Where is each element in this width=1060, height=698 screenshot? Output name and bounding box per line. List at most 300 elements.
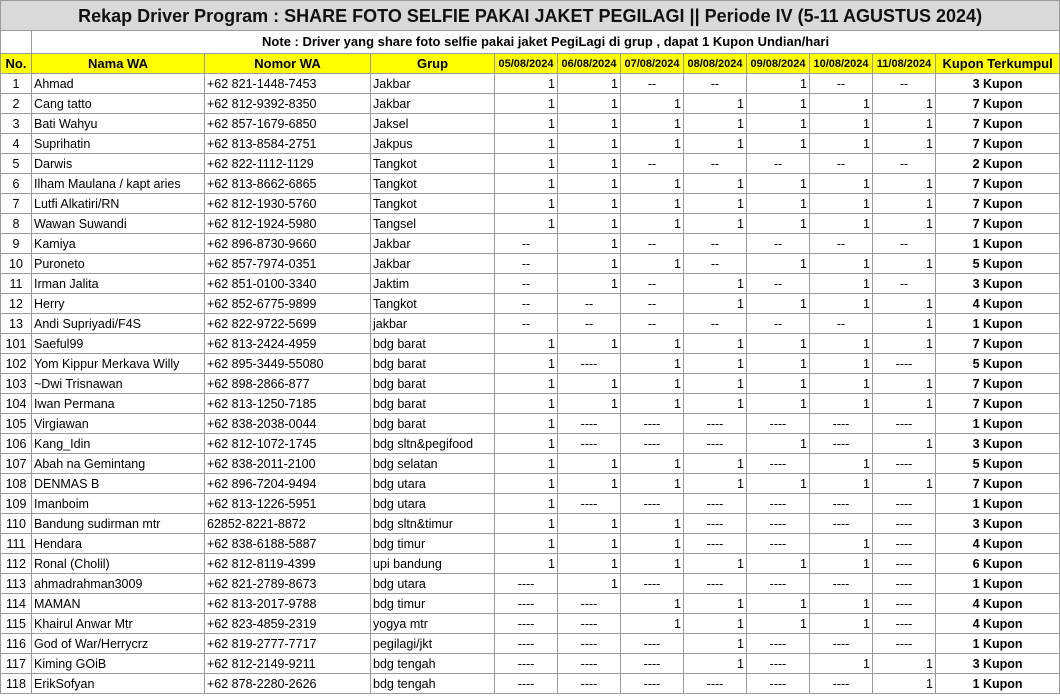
cell-grup[interactable]: Tangsel	[371, 214, 495, 234]
cell-grup[interactable]: Tangkot	[371, 154, 495, 174]
cell-day-5[interactable]: --	[747, 274, 810, 294]
cell-nama[interactable]: Andi Supriyadi/F4S	[32, 314, 205, 334]
cell-kupon[interactable]: 7 Kupon	[936, 394, 1060, 414]
cell-nomor[interactable]: +62 813-8584-2751	[205, 134, 371, 154]
cell-day-1[interactable]: 1	[495, 514, 558, 534]
cell-day-1[interactable]: ----	[495, 674, 558, 694]
cell-day-5[interactable]: ----	[747, 654, 810, 674]
cell-grup[interactable]: Tangkot	[371, 174, 495, 194]
cell-day-3[interactable]: 1	[621, 354, 684, 374]
cell-day-3[interactable]: ----	[621, 574, 684, 594]
cell-day-4[interactable]: ----	[684, 534, 747, 554]
cell-nomor[interactable]: +62 813-8662-6865	[205, 174, 371, 194]
cell-day-5[interactable]: 1	[747, 594, 810, 614]
cell-day-2[interactable]: ----	[558, 414, 621, 434]
cell-nama[interactable]: Cang tatto	[32, 94, 205, 114]
cell-kupon[interactable]: 5 Kupon	[936, 254, 1060, 274]
cell-nama[interactable]: Abah na Gemintang	[32, 454, 205, 474]
cell-day-7[interactable]: --	[873, 234, 936, 254]
cell-day-3[interactable]: 1	[621, 554, 684, 574]
cell-day-3[interactable]: 1	[621, 174, 684, 194]
cell-day-2[interactable]: 1	[558, 534, 621, 554]
cell-day-6[interactable]: 1	[810, 194, 873, 214]
cell-kupon[interactable]: 7 Kupon	[936, 94, 1060, 114]
cell-day-2[interactable]: ----	[558, 614, 621, 634]
cell-nama[interactable]: DENMAS B	[32, 474, 205, 494]
cell-day-7[interactable]: 1	[873, 134, 936, 154]
cell-kupon[interactable]: 3 Kupon	[936, 434, 1060, 454]
cell-day-5[interactable]: 1	[747, 434, 810, 454]
cell-no[interactable]: 10	[1, 254, 32, 274]
cell-day-4[interactable]: 1	[684, 194, 747, 214]
cell-kupon[interactable]: 3 Kupon	[936, 274, 1060, 294]
cell-nama[interactable]: Hendara	[32, 534, 205, 554]
cell-day-4[interactable]: --	[684, 74, 747, 94]
cell-day-4[interactable]: 1	[684, 94, 747, 114]
cell-day-7[interactable]: ----	[873, 494, 936, 514]
cell-day-4[interactable]: 1	[684, 214, 747, 234]
cell-day-1[interactable]: 1	[495, 194, 558, 214]
cell-grup[interactable]: bdg selatan	[371, 454, 495, 474]
cell-grup[interactable]: Jakbar	[371, 254, 495, 274]
cell-nomor[interactable]: +62 896-7204-9494	[205, 474, 371, 494]
cell-day-3[interactable]: ----	[621, 674, 684, 694]
cell-day-5[interactable]: ----	[747, 414, 810, 434]
cell-no[interactable]: 108	[1, 474, 32, 494]
cell-nomor[interactable]: +62 813-2424-4959	[205, 334, 371, 354]
cell-day-3[interactable]: 1	[621, 594, 684, 614]
cell-day-3[interactable]: 1	[621, 194, 684, 214]
cell-day-1[interactable]: 1	[495, 494, 558, 514]
cell-day-4[interactable]: 1	[684, 634, 747, 654]
cell-nomor[interactable]: +62 878-2280-2626	[205, 674, 371, 694]
cell-day-5[interactable]: ----	[747, 574, 810, 594]
cell-no[interactable]: 107	[1, 454, 32, 474]
cell-grup[interactable]: bdg utara	[371, 474, 495, 494]
cell-day-1[interactable]: 1	[495, 394, 558, 414]
cell-day-7[interactable]: 1	[873, 674, 936, 694]
cell-day-6[interactable]: 1	[810, 354, 873, 374]
cell-kupon[interactable]: 4 Kupon	[936, 614, 1060, 634]
cell-nama[interactable]: Iwan Permana	[32, 394, 205, 414]
cell-day-4[interactable]: 1	[684, 294, 747, 314]
cell-day-1[interactable]: 1	[495, 334, 558, 354]
cell-day-4[interactable]: 1	[684, 594, 747, 614]
cell-day-3[interactable]: 1	[621, 394, 684, 414]
cell-grup[interactable]: bdg barat	[371, 414, 495, 434]
cell-kupon[interactable]: 2 Kupon	[936, 154, 1060, 174]
cell-day-2[interactable]: 1	[558, 94, 621, 114]
cell-grup[interactable]: pegilagi/jkt	[371, 634, 495, 654]
cell-nama[interactable]: Bati Wahyu	[32, 114, 205, 134]
cell-day-1[interactable]: ----	[495, 634, 558, 654]
cell-nomor[interactable]: +62 895-3449-55080	[205, 354, 371, 374]
cell-day-3[interactable]: --	[621, 154, 684, 174]
cell-nama[interactable]: Yom Kippur Merkava Willy	[32, 354, 205, 374]
cell-day-5[interactable]: 1	[747, 134, 810, 154]
cell-nama[interactable]: Ahmad	[32, 74, 205, 94]
cell-day-5[interactable]: 1	[747, 254, 810, 274]
cell-day-2[interactable]: 1	[558, 274, 621, 294]
cell-kupon[interactable]: 7 Kupon	[936, 374, 1060, 394]
cell-no[interactable]: 6	[1, 174, 32, 194]
cell-no[interactable]: 13	[1, 314, 32, 334]
cell-day-1[interactable]: 1	[495, 534, 558, 554]
cell-day-1[interactable]: 1	[495, 174, 558, 194]
cell-day-5[interactable]: 1	[747, 214, 810, 234]
cell-day-5[interactable]: 1	[747, 354, 810, 374]
cell-nomor[interactable]: +62 822-1112-1129	[205, 154, 371, 174]
cell-day-5[interactable]: 1	[747, 334, 810, 354]
cell-nama[interactable]: Irman Jalita	[32, 274, 205, 294]
cell-nomor[interactable]: +62 898-2866-877	[205, 374, 371, 394]
cell-kupon[interactable]: 7 Kupon	[936, 114, 1060, 134]
cell-day-3[interactable]: 1	[621, 374, 684, 394]
cell-nomor[interactable]: 62852-8221-8872	[205, 514, 371, 534]
cell-day-3[interactable]: 1	[621, 534, 684, 554]
cell-day-6[interactable]: --	[810, 154, 873, 174]
cell-nomor[interactable]: +62 821-2789-8673	[205, 574, 371, 594]
cell-day-1[interactable]: 1	[495, 454, 558, 474]
cell-day-2[interactable]: 1	[558, 214, 621, 234]
cell-day-3[interactable]: ----	[621, 634, 684, 654]
cell-day-3[interactable]: 1	[621, 334, 684, 354]
cell-kupon[interactable]: 6 Kupon	[936, 554, 1060, 574]
cell-day-6[interactable]: 1	[810, 394, 873, 414]
cell-day-1[interactable]: 1	[495, 434, 558, 454]
cell-day-6[interactable]: ----	[810, 574, 873, 594]
cell-kupon[interactable]: 3 Kupon	[936, 514, 1060, 534]
cell-grup[interactable]: bdg sltn&pegifood	[371, 434, 495, 454]
cell-day-7[interactable]: 1	[873, 94, 936, 114]
cell-nomor[interactable]: +62 813-2017-9788	[205, 594, 371, 614]
cell-day-7[interactable]: ----	[873, 354, 936, 374]
cell-day-3[interactable]: 1	[621, 614, 684, 634]
cell-day-3[interactable]: ----	[621, 654, 684, 674]
cell-day-7[interactable]: ----	[873, 614, 936, 634]
cell-day-7[interactable]: ----	[873, 554, 936, 574]
cell-nama[interactable]: Ronal (Cholil)	[32, 554, 205, 574]
cell-no[interactable]: 116	[1, 634, 32, 654]
cell-day-2[interactable]: --	[558, 294, 621, 314]
cell-day-4[interactable]: 1	[684, 474, 747, 494]
cell-grup[interactable]: bdg utara	[371, 494, 495, 514]
cell-day-6[interactable]: 1	[810, 94, 873, 114]
cell-nomor[interactable]: +62 812-8119-4399	[205, 554, 371, 574]
cell-day-4[interactable]: ----	[684, 514, 747, 534]
cell-day-7[interactable]: ----	[873, 534, 936, 554]
cell-day-7[interactable]: 1	[873, 374, 936, 394]
cell-day-6[interactable]: --	[810, 74, 873, 94]
cell-nama[interactable]: Herry	[32, 294, 205, 314]
cell-day-5[interactable]: 1	[747, 74, 810, 94]
cell-day-1[interactable]: 1	[495, 474, 558, 494]
cell-day-5[interactable]: 1	[747, 194, 810, 214]
cell-no[interactable]: 102	[1, 354, 32, 374]
cell-kupon[interactable]: 1 Kupon	[936, 234, 1060, 254]
cell-grup[interactable]: jakbar	[371, 314, 495, 334]
cell-day-1[interactable]: 1	[495, 554, 558, 574]
cell-day-1[interactable]: 1	[495, 94, 558, 114]
cell-day-2[interactable]: 1	[558, 554, 621, 574]
cell-day-1[interactable]: 1	[495, 214, 558, 234]
cell-day-4[interactable]: 1	[684, 174, 747, 194]
cell-day-7[interactable]: 1	[873, 194, 936, 214]
cell-day-6[interactable]: 1	[810, 534, 873, 554]
cell-day-5[interactable]: 1	[747, 294, 810, 314]
cell-nomor[interactable]: +62 838-2038-0044	[205, 414, 371, 434]
cell-no[interactable]: 113	[1, 574, 32, 594]
cell-day-4[interactable]: ----	[684, 574, 747, 594]
cell-day-6[interactable]: 1	[810, 274, 873, 294]
cell-nama[interactable]: Suprihatin	[32, 134, 205, 154]
cell-day-6[interactable]: 1	[810, 374, 873, 394]
cell-day-5[interactable]: 1	[747, 94, 810, 114]
cell-no[interactable]: 8	[1, 214, 32, 234]
cell-day-5[interactable]: ----	[747, 534, 810, 554]
cell-nama[interactable]: Puroneto	[32, 254, 205, 274]
cell-day-5[interactable]: 1	[747, 114, 810, 134]
cell-nama[interactable]: ahmadrahman3009	[32, 574, 205, 594]
cell-day-4[interactable]: 1	[684, 654, 747, 674]
cell-no[interactable]: 12	[1, 294, 32, 314]
cell-grup[interactable]: bdg barat	[371, 394, 495, 414]
cell-day-6[interactable]: ----	[810, 494, 873, 514]
cell-day-3[interactable]: 1	[621, 474, 684, 494]
cell-day-2[interactable]: 1	[558, 254, 621, 274]
cell-day-5[interactable]: --	[747, 234, 810, 254]
cell-day-2[interactable]: 1	[558, 74, 621, 94]
cell-day-1[interactable]: --	[495, 234, 558, 254]
cell-day-3[interactable]: 1	[621, 214, 684, 234]
cell-grup[interactable]: bdg tengah	[371, 674, 495, 694]
cell-day-6[interactable]: 1	[810, 214, 873, 234]
cell-day-2[interactable]: ----	[558, 434, 621, 454]
cell-grup[interactable]: Jaktim	[371, 274, 495, 294]
cell-day-2[interactable]: 1	[558, 114, 621, 134]
cell-day-4[interactable]: 1	[684, 114, 747, 134]
cell-no[interactable]: 109	[1, 494, 32, 514]
cell-day-2[interactable]: --	[558, 314, 621, 334]
cell-day-1[interactable]: 1	[495, 114, 558, 134]
cell-day-6[interactable]: ----	[810, 414, 873, 434]
cell-day-7[interactable]: 1	[873, 254, 936, 274]
cell-nomor[interactable]: +62 812-2149-9211	[205, 654, 371, 674]
cell-day-3[interactable]: 1	[621, 114, 684, 134]
cell-day-5[interactable]: ----	[747, 674, 810, 694]
cell-day-4[interactable]: 1	[684, 554, 747, 574]
cell-day-2[interactable]: ----	[558, 354, 621, 374]
cell-kupon[interactable]: 7 Kupon	[936, 214, 1060, 234]
cell-day-6[interactable]: 1	[810, 454, 873, 474]
cell-nomor[interactable]: +62 821-1448-7453	[205, 74, 371, 94]
cell-nomor[interactable]: +62 812-9392-8350	[205, 94, 371, 114]
cell-day-1[interactable]: 1	[495, 154, 558, 174]
cell-day-4[interactable]: ----	[684, 674, 747, 694]
cell-day-4[interactable]: 1	[684, 454, 747, 474]
cell-no[interactable]: 5	[1, 154, 32, 174]
cell-day-7[interactable]: 1	[873, 334, 936, 354]
cell-day-5[interactable]: ----	[747, 514, 810, 534]
cell-day-6[interactable]: 1	[810, 654, 873, 674]
cell-day-7[interactable]: --	[873, 274, 936, 294]
cell-day-5[interactable]: ----	[747, 494, 810, 514]
cell-day-1[interactable]: ----	[495, 574, 558, 594]
cell-day-3[interactable]: 1	[621, 254, 684, 274]
cell-nama[interactable]: ~Dwi Trisnawan	[32, 374, 205, 394]
cell-nama[interactable]: Kamiya	[32, 234, 205, 254]
cell-day-2[interactable]: 1	[558, 514, 621, 534]
cell-day-3[interactable]: ----	[621, 494, 684, 514]
cell-day-4[interactable]: ----	[684, 494, 747, 514]
cell-day-5[interactable]: ----	[747, 634, 810, 654]
cell-nomor[interactable]: +62 857-7974-0351	[205, 254, 371, 274]
cell-day-1[interactable]: ----	[495, 614, 558, 634]
cell-day-7[interactable]: 1	[873, 654, 936, 674]
cell-grup[interactable]: yogya mtr	[371, 614, 495, 634]
cell-nomor[interactable]: +62 838-6188-5887	[205, 534, 371, 554]
cell-kupon[interactable]: 1 Kupon	[936, 314, 1060, 334]
cell-nama[interactable]: Darwis	[32, 154, 205, 174]
cell-day-6[interactable]: 1	[810, 294, 873, 314]
cell-kupon[interactable]: 7 Kupon	[936, 174, 1060, 194]
cell-grup[interactable]: bdg timur	[371, 534, 495, 554]
cell-day-2[interactable]: 1	[558, 574, 621, 594]
cell-nama[interactable]: Ilham Maulana / kapt aries	[32, 174, 205, 194]
cell-day-3[interactable]: --	[621, 274, 684, 294]
cell-day-6[interactable]: ----	[810, 674, 873, 694]
cell-day-2[interactable]: 1	[558, 394, 621, 414]
cell-day-2[interactable]: 1	[558, 194, 621, 214]
cell-day-7[interactable]: ----	[873, 514, 936, 534]
cell-kupon[interactable]: 5 Kupon	[936, 354, 1060, 374]
cell-no[interactable]: 112	[1, 554, 32, 574]
cell-nomor[interactable]: +62 823-4859-2319	[205, 614, 371, 634]
cell-day-2[interactable]: ----	[558, 634, 621, 654]
cell-kupon[interactable]: 7 Kupon	[936, 334, 1060, 354]
cell-no[interactable]: 101	[1, 334, 32, 354]
cell-day-6[interactable]: 1	[810, 254, 873, 274]
cell-kupon[interactable]: 7 Kupon	[936, 134, 1060, 154]
cell-day-1[interactable]: --	[495, 254, 558, 274]
cell-day-3[interactable]: 1	[621, 514, 684, 534]
cell-day-5[interactable]: 1	[747, 554, 810, 574]
cell-day-7[interactable]: 1	[873, 174, 936, 194]
cell-day-7[interactable]: ----	[873, 594, 936, 614]
cell-day-7[interactable]: ----	[873, 574, 936, 594]
cell-grup[interactable]: bdg barat	[371, 354, 495, 374]
cell-nama[interactable]: Virgiawan	[32, 414, 205, 434]
cell-nama[interactable]: ErikSofyan	[32, 674, 205, 694]
cell-no[interactable]: 2	[1, 94, 32, 114]
cell-day-1[interactable]: --	[495, 294, 558, 314]
cell-day-7[interactable]: 1	[873, 114, 936, 134]
cell-day-3[interactable]: 1	[621, 454, 684, 474]
cell-no[interactable]: 114	[1, 594, 32, 614]
cell-grup[interactable]: Tangkot	[371, 294, 495, 314]
cell-day-1[interactable]: 1	[495, 374, 558, 394]
cell-no[interactable]: 103	[1, 374, 32, 394]
cell-nama[interactable]: Saeful99	[32, 334, 205, 354]
cell-day-7[interactable]: --	[873, 74, 936, 94]
cell-day-7[interactable]: --	[873, 154, 936, 174]
cell-no[interactable]: 3	[1, 114, 32, 134]
cell-kupon[interactable]: 4 Kupon	[936, 294, 1060, 314]
cell-kupon[interactable]: 3 Kupon	[936, 654, 1060, 674]
cell-day-5[interactable]: ----	[747, 454, 810, 474]
cell-day-4[interactable]: ----	[684, 414, 747, 434]
cell-day-4[interactable]: --	[684, 234, 747, 254]
cell-day-2[interactable]: ----	[558, 654, 621, 674]
cell-day-4[interactable]: --	[684, 254, 747, 274]
cell-day-2[interactable]: ----	[558, 594, 621, 614]
cell-day-3[interactable]: --	[621, 294, 684, 314]
cell-day-3[interactable]: ----	[621, 434, 684, 454]
cell-day-2[interactable]: 1	[558, 154, 621, 174]
cell-grup[interactable]: bdg tengah	[371, 654, 495, 674]
cell-no[interactable]: 105	[1, 414, 32, 434]
cell-nama[interactable]: Kiming GOiB	[32, 654, 205, 674]
cell-day-5[interactable]: 1	[747, 474, 810, 494]
cell-day-7[interactable]: 1	[873, 294, 936, 314]
cell-grup[interactable]: bdg utara	[371, 574, 495, 594]
cell-grup[interactable]: Jakbar	[371, 234, 495, 254]
cell-no[interactable]: 115	[1, 614, 32, 634]
cell-day-4[interactable]: 1	[684, 134, 747, 154]
cell-kupon[interactable]: 1 Kupon	[936, 414, 1060, 434]
cell-nomor[interactable]: +62 812-1072-1745	[205, 434, 371, 454]
cell-no[interactable]: 7	[1, 194, 32, 214]
cell-day-6[interactable]: ----	[810, 514, 873, 534]
cell-day-6[interactable]: 1	[810, 474, 873, 494]
cell-no[interactable]: 106	[1, 434, 32, 454]
cell-day-2[interactable]: 1	[558, 234, 621, 254]
cell-day-3[interactable]: ----	[621, 414, 684, 434]
cell-grup[interactable]: bdg barat	[371, 374, 495, 394]
cell-grup[interactable]: Jaksel	[371, 114, 495, 134]
cell-nomor[interactable]: +62 838-2011-2100	[205, 454, 371, 474]
cell-nomor[interactable]: +62 851-0100-3340	[205, 274, 371, 294]
cell-day-6[interactable]: --	[810, 314, 873, 334]
cell-kupon[interactable]: 1 Kupon	[936, 634, 1060, 654]
cell-day-6[interactable]: ----	[810, 634, 873, 654]
cell-day-1[interactable]: 1	[495, 414, 558, 434]
cell-day-6[interactable]: 1	[810, 594, 873, 614]
cell-day-7[interactable]: 1	[873, 214, 936, 234]
cell-day-6[interactable]: 1	[810, 614, 873, 634]
cell-day-1[interactable]: 1	[495, 74, 558, 94]
cell-day-4[interactable]: --	[684, 154, 747, 174]
cell-nama[interactable]: Imanboim	[32, 494, 205, 514]
cell-nama[interactable]: God of War/Herrycrz	[32, 634, 205, 654]
cell-nomor[interactable]: +62 819-2777-7717	[205, 634, 371, 654]
cell-nama[interactable]: Lutfi Alkatiri/RN	[32, 194, 205, 214]
cell-day-1[interactable]: 1	[495, 134, 558, 154]
cell-grup[interactable]: Jakbar	[371, 94, 495, 114]
cell-day-3[interactable]: --	[621, 74, 684, 94]
cell-nama[interactable]: Wawan Suwandi	[32, 214, 205, 234]
cell-day-4[interactable]: ----	[684, 434, 747, 454]
cell-day-7[interactable]: ----	[873, 414, 936, 434]
cell-day-4[interactable]: 1	[684, 374, 747, 394]
cell-no[interactable]: 111	[1, 534, 32, 554]
cell-day-7[interactable]: 1	[873, 314, 936, 334]
cell-nomor[interactable]: +62 813-1226-5951	[205, 494, 371, 514]
cell-kupon[interactable]: 1 Kupon	[936, 574, 1060, 594]
cell-kupon[interactable]: 3 Kupon	[936, 74, 1060, 94]
cell-day-3[interactable]: 1	[621, 134, 684, 154]
cell-day-1[interactable]: --	[495, 274, 558, 294]
